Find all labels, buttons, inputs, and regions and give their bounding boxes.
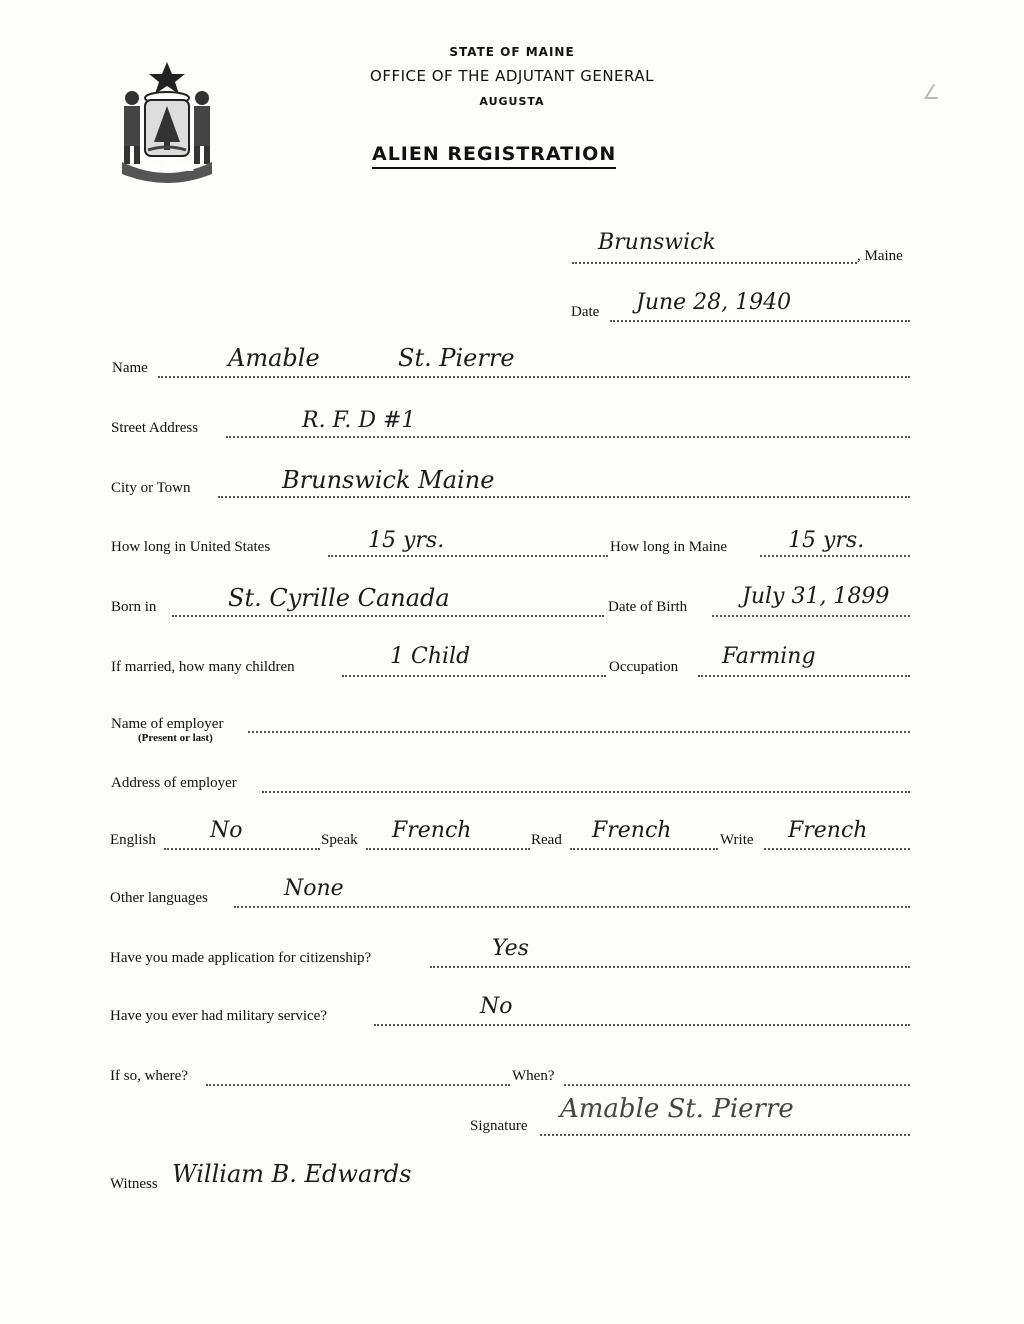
us-time-label: How long in United States bbox=[111, 539, 271, 555]
name-line bbox=[158, 376, 910, 378]
speak-value: French bbox=[392, 818, 472, 843]
pencil-mark: ∠ bbox=[922, 80, 940, 104]
city-heading: AUGUSTA bbox=[479, 95, 545, 108]
city-value: Brunswick Maine bbox=[282, 466, 495, 494]
speak-label: Speak bbox=[321, 832, 358, 848]
city-line bbox=[218, 496, 910, 498]
military-label: Have you ever had military service? bbox=[110, 1008, 327, 1024]
signature-line bbox=[540, 1134, 910, 1136]
signature-value: Amable St. Pierre bbox=[560, 1094, 794, 1124]
english-line bbox=[164, 848, 320, 850]
date-value: June 28, 1940 bbox=[636, 290, 792, 315]
speak-line bbox=[366, 848, 530, 850]
citizenship-value: Yes bbox=[492, 936, 529, 961]
english-value: No bbox=[210, 818, 243, 843]
signature-label: Signature bbox=[470, 1118, 528, 1134]
witness-value: William B. Edwards bbox=[172, 1160, 412, 1188]
english-label: English bbox=[110, 832, 156, 848]
location-state-label: , Maine bbox=[857, 248, 903, 264]
read-value: French bbox=[592, 818, 672, 843]
born-label: Born in bbox=[111, 599, 157, 615]
other-languages-label: Other languages bbox=[110, 890, 208, 906]
children-value: 1 Child bbox=[390, 644, 471, 669]
first-name-value: Amable bbox=[228, 344, 320, 372]
street-label: Street Address bbox=[111, 420, 199, 436]
seal-banner-text: MAINE bbox=[150, 161, 196, 174]
born-value: St. Cyrille Canada bbox=[228, 584, 450, 612]
street-value: R. F. D #1 bbox=[302, 408, 416, 433]
write-line bbox=[764, 848, 910, 850]
location-city-value: Brunswick bbox=[598, 230, 716, 255]
when-label: When? bbox=[512, 1068, 555, 1084]
occupation-value: Farming bbox=[722, 644, 816, 669]
employer-name-line bbox=[248, 731, 910, 733]
witness-label: Witness bbox=[110, 1176, 158, 1192]
where-line bbox=[206, 1084, 510, 1086]
write-value: French bbox=[788, 818, 868, 843]
when-line bbox=[564, 1084, 910, 1086]
us-time-value: 15 yrs. bbox=[368, 528, 445, 553]
date-line bbox=[610, 320, 910, 322]
read-line bbox=[570, 848, 718, 850]
last-name-value: St. Pierre bbox=[398, 344, 515, 372]
dob-value: July 31, 1899 bbox=[742, 584, 890, 609]
form-title: ALIEN REGISTRATION bbox=[372, 143, 616, 169]
citizenship-line bbox=[430, 966, 910, 968]
other-languages-line bbox=[234, 906, 910, 908]
occupation-label: Occupation bbox=[609, 659, 679, 675]
citizenship-label: Have you made application for citizenship? bbox=[110, 950, 372, 966]
location-line bbox=[572, 262, 857, 264]
name-label: Name bbox=[112, 360, 148, 376]
employer-address-label: Address of employer bbox=[111, 775, 237, 791]
employer-name-label: Name of employer bbox=[111, 716, 224, 732]
street-line bbox=[226, 436, 910, 438]
dob-label: Date of Birth bbox=[608, 599, 688, 615]
state-heading: STATE OF MAINE bbox=[449, 45, 575, 59]
office-heading: OFFICE OF THE ADJUTANT GENERAL bbox=[370, 67, 654, 85]
occupation-line bbox=[698, 675, 910, 677]
children-label: If married, how many children bbox=[111, 659, 295, 675]
maine-time-value: 15 yrs. bbox=[788, 528, 865, 553]
maine-time-line bbox=[760, 555, 910, 557]
military-value: No bbox=[480, 994, 513, 1019]
us-time-line bbox=[328, 555, 608, 557]
where-label: If so, where? bbox=[110, 1068, 188, 1084]
maine-time-label: How long in Maine bbox=[610, 539, 728, 555]
city-label: City or Town bbox=[111, 480, 191, 496]
employer-name-sublabel: (Present or last) bbox=[138, 732, 213, 744]
employer-address-line bbox=[262, 791, 910, 793]
dob-line bbox=[712, 615, 910, 617]
write-label: Write bbox=[720, 832, 754, 848]
born-line bbox=[172, 615, 604, 617]
read-label: Read bbox=[531, 832, 562, 848]
date-label: Date bbox=[571, 304, 600, 320]
other-languages-value: None bbox=[284, 876, 344, 901]
children-line bbox=[342, 675, 606, 677]
military-line bbox=[374, 1024, 910, 1026]
